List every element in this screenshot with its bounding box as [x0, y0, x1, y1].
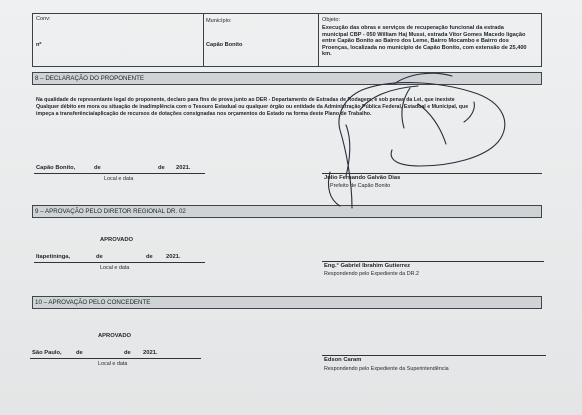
- place-date-de: de: [96, 254, 103, 260]
- place-date-city: Itapetininga,: [36, 254, 71, 260]
- approved-label: APROVADO: [98, 333, 132, 339]
- signer-role: Respondendo pelo Expediente da DR.2: [324, 271, 420, 277]
- place-date-de: de: [124, 350, 131, 356]
- objeto-line: km.: [322, 51, 332, 58]
- signer-role: Respondendo pelo Expediente da Superintendência: [324, 366, 449, 372]
- section-9-header: 9 – APROVAÇÃO PELO DIRETOR REGIONAL DR. 02: [32, 205, 542, 218]
- place-date-de: de: [158, 165, 165, 171]
- paragraph-line: impeça a transferência/aplicação de recursos de dotações consignadas nos orçamentos do Estado na forma deste Plano de Trabalho.: [36, 110, 372, 117]
- place-date-de: de: [94, 165, 101, 171]
- number-label: nº: [36, 42, 42, 48]
- place-date-city: Capão Bonito,: [36, 165, 76, 171]
- conv-label: Conv:: [36, 16, 51, 22]
- objeto-line: entre Capão Bonito ao Bairro dos Leme, Bairro Mocambo e Bairro dos: [322, 38, 509, 45]
- objeto-line: municipal CBP - 050 William Haj Mussi, estrada Vitor Gomes Macedo ligação: [322, 31, 526, 38]
- place-date-de: de: [146, 254, 153, 260]
- section-10-header: 10 – APROVAÇÃO PELO CONCEDENTE: [32, 296, 542, 309]
- signer-name: Edson Caram: [324, 357, 362, 363]
- place-date-caption: Local e data: [104, 176, 134, 182]
- approved-label: APROVADO: [100, 237, 134, 243]
- signer-name: Eng.° Gabriel Ibrahim Gutierrez: [324, 263, 411, 269]
- paragraph-line: Qualquer débito em mora ou situação de inadimplência com o Tesouro Estadual ou qualquer órgão ou entidade da Administração Pública Federal, Estadual e Municipal, que: [36, 103, 469, 110]
- signer-role: Prefeito de Capão Bonito: [330, 183, 391, 189]
- signer-name: Julio Fernando Galvão Dias: [324, 175, 401, 181]
- place-date-city: São Paulo,: [32, 350, 62, 356]
- place-date-year: 2021.: [143, 350, 158, 356]
- place-date-caption: Local e data: [100, 265, 130, 271]
- place-date-de: de: [76, 350, 83, 356]
- objeto-line: Proenças, localizada no município de Capão Bonito, com extensão de 25,400: [322, 44, 527, 51]
- place-date-year: 2021.: [166, 254, 181, 260]
- municipio-value: Capão Bonito: [206, 42, 243, 48]
- municipio-label: Município:: [206, 18, 232, 24]
- place-date-caption: Local e data: [98, 361, 128, 367]
- section-8-header: 8 – DECLARAÇÃO DO PROPONENTE: [32, 72, 542, 85]
- objeto-label: Objeto:: [322, 17, 341, 23]
- paragraph-line: Na qualidade de representante legal do proponente, declaro para fins de prova junto ao DER - Departamento de Estradas de Rodagem, e sob penas da Lei, que inexiste: [36, 97, 455, 103]
- place-date-year: 2021.: [176, 165, 191, 171]
- objeto-line: Execução das obras e serviços de recuperação funcional da estrada: [322, 25, 504, 31]
